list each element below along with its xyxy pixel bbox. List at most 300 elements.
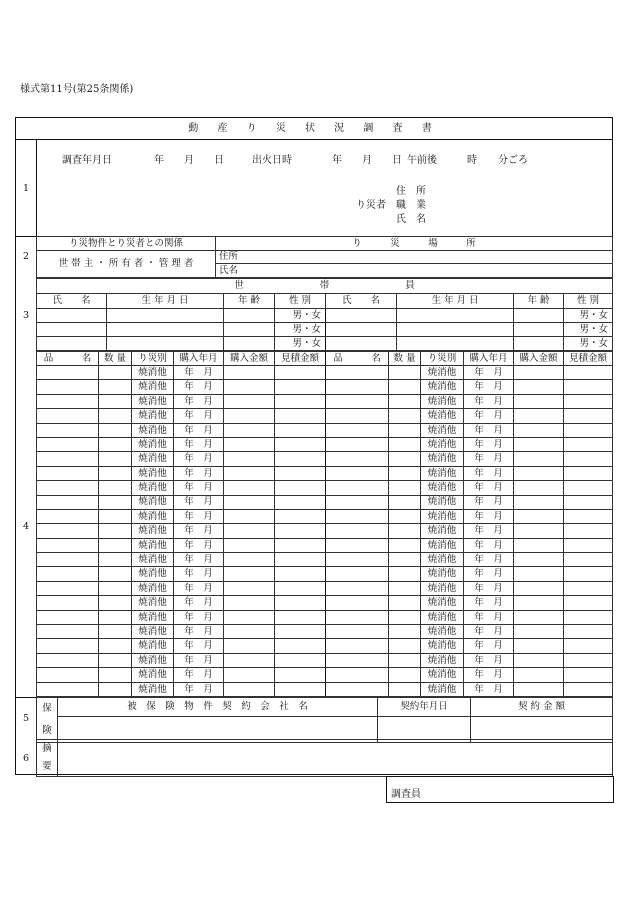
estimated-amount-field[interactable]: [564, 437, 613, 451]
quantity-field[interactable]: [99, 466, 132, 480]
purchase-date-field[interactable]: 年 月: [174, 481, 224, 495]
damage-type-field[interactable]: 焼消他: [421, 610, 464, 624]
purchase-amount-field[interactable]: [514, 668, 564, 682]
quantity-field[interactable]: [389, 509, 421, 523]
damage-type-field[interactable]: 焼消他: [132, 553, 174, 567]
purchase-date-field[interactable]: 年 月: [464, 452, 514, 466]
item-name-field[interactable]: [326, 366, 389, 380]
damage-type-field[interactable]: 焼消他: [421, 452, 464, 466]
damage-type-field[interactable]: 焼消他: [132, 509, 174, 523]
purchase-amount-field[interactable]: [224, 653, 275, 667]
estimated-amount-field[interactable]: [275, 668, 326, 682]
damage-type-field[interactable]: 焼消他: [132, 466, 174, 480]
damage-type-field[interactable]: 焼消他: [132, 366, 174, 380]
damage-type-field[interactable]: 焼消他: [421, 653, 464, 667]
purchase-date-field[interactable]: 年 月: [464, 380, 514, 394]
purchase-amount-field[interactable]: [224, 423, 275, 437]
damage-type-field[interactable]: 焼消他: [421, 567, 464, 581]
item-name-field[interactable]: [37, 596, 99, 610]
estimated-amount-field[interactable]: [564, 610, 613, 624]
estimated-amount-field[interactable]: [275, 423, 326, 437]
purchase-date-field[interactable]: 年 月: [174, 581, 224, 595]
purchase-amount-field[interactable]: [224, 682, 275, 696]
damage-type-field[interactable]: 焼消他: [421, 409, 464, 423]
purchase-amount-field[interactable]: [514, 409, 564, 423]
item-name-field[interactable]: [37, 437, 99, 451]
estimated-amount-field[interactable]: [564, 509, 613, 523]
purchase-date-field[interactable]: 年 月: [174, 538, 224, 552]
member-birthdate-field[interactable]: [397, 323, 514, 337]
item-name-field[interactable]: [326, 481, 389, 495]
purchase-amount-field[interactable]: [224, 538, 275, 552]
estimated-amount-field[interactable]: [275, 625, 326, 639]
purchase-date-field[interactable]: 年 月: [464, 653, 514, 667]
item-name-field[interactable]: [326, 380, 389, 394]
purchase-date-field[interactable]: 年 月: [464, 682, 514, 696]
damage-type-field[interactable]: 焼消他: [421, 524, 464, 538]
purchase-date-field[interactable]: 年 月: [464, 625, 514, 639]
estimated-amount-field[interactable]: [564, 366, 613, 380]
purchase-amount-field[interactable]: [224, 553, 275, 567]
purchase-date-field[interactable]: 年 月: [464, 610, 514, 624]
purchase-amount-field[interactable]: [514, 538, 564, 552]
purchase-amount-field[interactable]: [514, 625, 564, 639]
purchase-date-field[interactable]: 年 月: [464, 481, 514, 495]
quantity-field[interactable]: [99, 409, 132, 423]
damage-type-field[interactable]: 焼消他: [421, 668, 464, 682]
quantity-field[interactable]: [99, 553, 132, 567]
relation-options[interactable]: 世 帯 主 ・ 所 有 者 ・ 管 理 者: [37, 251, 216, 278]
purchase-date-field[interactable]: 年 月: [464, 509, 514, 523]
purchase-date-field[interactable]: 年 月: [174, 610, 224, 624]
purchase-amount-field[interactable]: [224, 366, 275, 380]
quantity-field[interactable]: [99, 639, 132, 653]
purchase-date-field[interactable]: 年 月: [464, 596, 514, 610]
purchase-date-field[interactable]: 年 月: [174, 553, 224, 567]
purchase-amount-field[interactable]: [514, 524, 564, 538]
purchase-date-field[interactable]: 年 月: [174, 668, 224, 682]
quantity-field[interactable]: [389, 380, 421, 394]
member-name-field[interactable]: [326, 323, 397, 337]
purchase-amount-field[interactable]: [514, 682, 564, 696]
purchase-date-field[interactable]: 年 月: [464, 668, 514, 682]
member-gender-field[interactable]: 男・女: [275, 337, 326, 351]
item-name-field[interactable]: [37, 639, 99, 653]
purchase-date-field[interactable]: 年 月: [464, 567, 514, 581]
item-name-field[interactable]: [326, 509, 389, 523]
damage-type-field[interactable]: 焼消他: [132, 452, 174, 466]
damage-type-field[interactable]: 焼消他: [132, 437, 174, 451]
damage-type-field[interactable]: 焼消他: [132, 409, 174, 423]
damage-type-field[interactable]: 焼消他: [421, 394, 464, 408]
quantity-field[interactable]: [99, 394, 132, 408]
purchase-amount-field[interactable]: [514, 366, 564, 380]
purchase-date-field[interactable]: 年 月: [464, 495, 514, 509]
purchase-date-field[interactable]: 年 月: [464, 437, 514, 451]
purchase-date-field[interactable]: 年 月: [464, 366, 514, 380]
member-birthdate-field[interactable]: [107, 337, 224, 351]
quantity-field[interactable]: [389, 567, 421, 581]
estimated-amount-field[interactable]: [564, 567, 613, 581]
quantity-field[interactable]: [99, 610, 132, 624]
estimated-amount-field[interactable]: [564, 409, 613, 423]
estimated-amount-field[interactable]: [275, 366, 326, 380]
quantity-field[interactable]: [99, 437, 132, 451]
quantity-field[interactable]: [389, 394, 421, 408]
quantity-field[interactable]: [389, 596, 421, 610]
purchase-date-field[interactable]: 年 月: [464, 466, 514, 480]
item-name-field[interactable]: [37, 668, 99, 682]
estimated-amount-field[interactable]: [564, 452, 613, 466]
damage-type-field[interactable]: 焼消他: [421, 625, 464, 639]
damage-type-field[interactable]: 焼消他: [132, 625, 174, 639]
damage-type-field[interactable]: 焼消他: [132, 394, 174, 408]
purchase-amount-field[interactable]: [514, 452, 564, 466]
item-name-field[interactable]: [326, 653, 389, 667]
estimated-amount-field[interactable]: [275, 524, 326, 538]
purchase-amount-field[interactable]: [514, 509, 564, 523]
quantity-field[interactable]: [99, 567, 132, 581]
item-name-field[interactable]: [37, 682, 99, 696]
quantity-field[interactable]: [389, 366, 421, 380]
item-name-field[interactable]: [326, 668, 389, 682]
purchase-date-field[interactable]: 年 月: [464, 553, 514, 567]
quantity-field[interactable]: [389, 452, 421, 466]
damage-type-field[interactable]: 焼消他: [132, 538, 174, 552]
estimated-amount-field[interactable]: [564, 538, 613, 552]
item-name-field[interactable]: [37, 625, 99, 639]
purchase-amount-field[interactable]: [224, 380, 275, 394]
item-name-field[interactable]: [326, 553, 389, 567]
damage-type-field[interactable]: 焼消他: [132, 596, 174, 610]
estimated-amount-field[interactable]: [564, 380, 613, 394]
inspector-box[interactable]: [386, 776, 614, 803]
member-age-field[interactable]: [224, 323, 275, 337]
quantity-field[interactable]: [99, 653, 132, 667]
member-age-field[interactable]: [514, 323, 564, 337]
purchase-amount-field[interactable]: [224, 495, 275, 509]
damage-type-field[interactable]: 焼消他: [421, 366, 464, 380]
damage-type-field[interactable]: 焼消他: [421, 423, 464, 437]
item-name-field[interactable]: [326, 567, 389, 581]
quantity-field[interactable]: [389, 495, 421, 509]
item-name-field[interactable]: [37, 509, 99, 523]
item-name-field[interactable]: [37, 495, 99, 509]
purchase-date-field[interactable]: 年 月: [174, 625, 224, 639]
item-name-field[interactable]: [326, 596, 389, 610]
member-age-field[interactable]: [514, 337, 564, 351]
item-name-field[interactable]: [37, 581, 99, 595]
quantity-field[interactable]: [389, 682, 421, 696]
quantity-field[interactable]: [99, 452, 132, 466]
purchase-amount-field[interactable]: [514, 639, 564, 653]
estimated-amount-field[interactable]: [564, 466, 613, 480]
damage-type-field[interactable]: 焼消他: [132, 668, 174, 682]
member-gender-field[interactable]: 男・女: [275, 309, 326, 323]
estimated-amount-field[interactable]: [275, 466, 326, 480]
estimated-amount-field[interactable]: [275, 495, 326, 509]
estimated-amount-field[interactable]: [564, 596, 613, 610]
item-name-field[interactable]: [37, 466, 99, 480]
item-name-field[interactable]: [326, 538, 389, 552]
damage-type-field[interactable]: 焼消他: [421, 481, 464, 495]
purchase-amount-field[interactable]: [224, 668, 275, 682]
item-name-field[interactable]: [326, 682, 389, 696]
estimated-amount-field[interactable]: [564, 553, 613, 567]
purchase-amount-field[interactable]: [224, 481, 275, 495]
summary-field[interactable]: [58, 740, 613, 777]
quantity-field[interactable]: [389, 625, 421, 639]
purchase-amount-field[interactable]: [514, 653, 564, 667]
item-name-field[interactable]: [37, 524, 99, 538]
purchase-date-field[interactable]: 年 月: [464, 524, 514, 538]
estimated-amount-field[interactable]: [564, 682, 613, 696]
damage-type-field[interactable]: 焼消他: [132, 524, 174, 538]
quantity-field[interactable]: [99, 509, 132, 523]
estimated-amount-field[interactable]: [275, 380, 326, 394]
damage-type-field[interactable]: 焼消他: [421, 466, 464, 480]
damage-type-field[interactable]: 焼消他: [132, 567, 174, 581]
estimated-amount-field[interactable]: [564, 581, 613, 595]
purchase-date-field[interactable]: 年 月: [464, 394, 514, 408]
quantity-field[interactable]: [99, 596, 132, 610]
member-birthdate-field[interactable]: [397, 337, 514, 351]
purchase-amount-field[interactable]: [224, 581, 275, 595]
quantity-field[interactable]: [389, 466, 421, 480]
damage-type-field[interactable]: 焼消他: [421, 495, 464, 509]
item-name-field[interactable]: [37, 653, 99, 667]
member-age-field[interactable]: [224, 337, 275, 351]
quantity-field[interactable]: [99, 366, 132, 380]
purchase-amount-field[interactable]: [514, 553, 564, 567]
estimated-amount-field[interactable]: [275, 682, 326, 696]
damage-type-field[interactable]: 焼消他: [132, 639, 174, 653]
purchase-date-field[interactable]: 年 月: [174, 437, 224, 451]
item-name-field[interactable]: [326, 495, 389, 509]
member-gender-field[interactable]: 男・女: [275, 323, 326, 337]
quantity-field[interactable]: [389, 538, 421, 552]
purchase-amount-field[interactable]: [514, 437, 564, 451]
member-name-field[interactable]: [37, 309, 107, 323]
purchase-amount-field[interactable]: [514, 466, 564, 480]
purchase-amount-field[interactable]: [224, 437, 275, 451]
damage-type-field[interactable]: 焼消他: [132, 380, 174, 394]
purchase-date-field[interactable]: 年 月: [464, 639, 514, 653]
quantity-field[interactable]: [389, 524, 421, 538]
quantity-field[interactable]: [99, 481, 132, 495]
estimated-amount-field[interactable]: [564, 495, 613, 509]
item-name-field[interactable]: [326, 639, 389, 653]
estimated-amount-field[interactable]: [275, 409, 326, 423]
purchase-date-field[interactable]: 年 月: [464, 538, 514, 552]
item-name-field[interactable]: [37, 409, 99, 423]
quantity-field[interactable]: [389, 581, 421, 595]
damage-type-field[interactable]: 焼消他: [421, 553, 464, 567]
estimated-amount-field[interactable]: [275, 394, 326, 408]
item-name-field[interactable]: [37, 553, 99, 567]
damage-type-field[interactable]: 焼消他: [421, 437, 464, 451]
purchase-amount-field[interactable]: [514, 581, 564, 595]
damage-type-field[interactable]: 焼消他: [421, 596, 464, 610]
damage-type-field[interactable]: 焼消他: [132, 481, 174, 495]
damage-type-field[interactable]: 焼消他: [421, 581, 464, 595]
purchase-amount-field[interactable]: [224, 524, 275, 538]
estimated-amount-field[interactable]: [275, 538, 326, 552]
purchase-amount-field[interactable]: [224, 394, 275, 408]
item-name-field[interactable]: [37, 452, 99, 466]
item-name-field[interactable]: [326, 394, 389, 408]
purchase-amount-field[interactable]: [224, 610, 275, 624]
purchase-date-field[interactable]: 年 月: [174, 639, 224, 653]
estimated-amount-field[interactable]: [564, 653, 613, 667]
estimated-amount-field[interactable]: [564, 625, 613, 639]
item-name-field[interactable]: [326, 625, 389, 639]
item-name-field[interactable]: [326, 581, 389, 595]
item-name-field[interactable]: [326, 437, 389, 451]
purchase-date-field[interactable]: 年 月: [464, 581, 514, 595]
member-birthdate-field[interactable]: [397, 309, 514, 323]
member-birthdate-field[interactable]: [107, 309, 224, 323]
quantity-field[interactable]: [99, 668, 132, 682]
quantity-field[interactable]: [389, 423, 421, 437]
purchase-amount-field[interactable]: [514, 481, 564, 495]
damage-type-field[interactable]: 焼消他: [132, 495, 174, 509]
quantity-field[interactable]: [389, 668, 421, 682]
member-age-field[interactable]: [224, 309, 275, 323]
estimated-amount-field[interactable]: [564, 423, 613, 437]
damage-type-field[interactable]: 焼消他: [132, 423, 174, 437]
estimated-amount-field[interactable]: [275, 639, 326, 653]
estimated-amount-field[interactable]: [564, 524, 613, 538]
quantity-field[interactable]: [99, 380, 132, 394]
quantity-field[interactable]: [99, 581, 132, 595]
estimated-amount-field[interactable]: [564, 639, 613, 653]
item-name-field[interactable]: [326, 610, 389, 624]
damage-type-field[interactable]: 焼消他: [132, 610, 174, 624]
purchase-amount-field[interactable]: [514, 394, 564, 408]
purchase-date-field[interactable]: 年 月: [174, 466, 224, 480]
quantity-field[interactable]: [389, 610, 421, 624]
quantity-field[interactable]: [389, 409, 421, 423]
member-gender-field[interactable]: 男・女: [564, 323, 613, 337]
purchase-amount-field[interactable]: [514, 610, 564, 624]
member-name-field[interactable]: [326, 309, 397, 323]
place-address-field[interactable]: 住所: [216, 251, 613, 264]
quantity-field[interactable]: [389, 553, 421, 567]
quantity-field[interactable]: [389, 653, 421, 667]
damage-type-field[interactable]: 焼消他: [421, 682, 464, 696]
damage-type-field[interactable]: 焼消他: [421, 639, 464, 653]
damage-type-field[interactable]: 焼消他: [421, 380, 464, 394]
purchase-amount-field[interactable]: [514, 380, 564, 394]
quantity-field[interactable]: [99, 538, 132, 552]
estimated-amount-field[interactable]: [275, 509, 326, 523]
purchase-date-field[interactable]: 年 月: [174, 380, 224, 394]
item-name-field[interactable]: [37, 366, 99, 380]
damage-type-field[interactable]: 焼消他: [421, 538, 464, 552]
estimated-amount-field[interactable]: [275, 481, 326, 495]
member-name-field[interactable]: [37, 337, 107, 351]
member-birthdate-field[interactable]: [107, 323, 224, 337]
estimated-amount-field[interactable]: [275, 553, 326, 567]
purchase-amount-field[interactable]: [514, 567, 564, 581]
purchase-amount-field[interactable]: [224, 567, 275, 581]
member-name-field[interactable]: [37, 323, 107, 337]
item-name-field[interactable]: [37, 481, 99, 495]
purchase-date-field[interactable]: 年 月: [174, 524, 224, 538]
purchase-date-field[interactable]: 年 月: [174, 409, 224, 423]
member-name-field[interactable]: [326, 337, 397, 351]
damage-type-field[interactable]: 焼消他: [132, 581, 174, 595]
estimated-amount-field[interactable]: [275, 610, 326, 624]
estimated-amount-field[interactable]: [275, 567, 326, 581]
purchase-date-field[interactable]: 年 月: [464, 423, 514, 437]
purchase-date-field[interactable]: 年 月: [174, 653, 224, 667]
purchase-date-field[interactable]: 年 月: [174, 567, 224, 581]
purchase-date-field[interactable]: 年 月: [174, 394, 224, 408]
purchase-date-field[interactable]: 年 月: [174, 682, 224, 696]
purchase-date-field[interactable]: 年 月: [174, 509, 224, 523]
estimated-amount-field[interactable]: [275, 581, 326, 595]
purchase-amount-field[interactable]: [224, 452, 275, 466]
item-name-field[interactable]: [37, 394, 99, 408]
purchase-date-field[interactable]: 年 月: [464, 409, 514, 423]
estimated-amount-field[interactable]: [275, 452, 326, 466]
member-gender-field[interactable]: 男・女: [564, 337, 613, 351]
purchase-amount-field[interactable]: [224, 596, 275, 610]
item-name-field[interactable]: [326, 452, 389, 466]
item-name-field[interactable]: [326, 423, 389, 437]
purchase-amount-field[interactable]: [514, 423, 564, 437]
purchase-date-field[interactable]: 年 月: [174, 596, 224, 610]
item-name-field[interactable]: [37, 538, 99, 552]
item-name-field[interactable]: [37, 423, 99, 437]
purchase-amount-field[interactable]: [224, 466, 275, 480]
quantity-field[interactable]: [99, 625, 132, 639]
place-name-field[interactable]: 氏名: [216, 264, 613, 278]
estimated-amount-field[interactable]: [564, 481, 613, 495]
item-name-field[interactable]: [326, 524, 389, 538]
purchase-amount-field[interactable]: [224, 509, 275, 523]
purchase-amount-field[interactable]: [224, 625, 275, 639]
damage-type-field[interactable]: 焼消他: [132, 653, 174, 667]
purchase-amount-field[interactable]: [224, 639, 275, 653]
damage-type-field[interactable]: 焼消他: [132, 682, 174, 696]
purchase-date-field[interactable]: 年 月: [174, 495, 224, 509]
item-name-field[interactable]: [37, 380, 99, 394]
quantity-field[interactable]: [99, 423, 132, 437]
item-name-field[interactable]: [326, 466, 389, 480]
purchase-date-field[interactable]: 年 月: [174, 366, 224, 380]
quantity-field[interactable]: [389, 481, 421, 495]
quantity-field[interactable]: [99, 495, 132, 509]
quantity-field[interactable]: [99, 682, 132, 696]
purchase-date-field[interactable]: 年 月: [174, 452, 224, 466]
purchase-date-field[interactable]: 年 月: [174, 423, 224, 437]
quantity-field[interactable]: [389, 437, 421, 451]
item-name-field[interactable]: [37, 567, 99, 581]
estimated-amount-field[interactable]: [564, 394, 613, 408]
damage-type-field[interactable]: 焼消他: [421, 509, 464, 523]
estimated-amount-field[interactable]: [275, 596, 326, 610]
purchase-amount-field[interactable]: [514, 495, 564, 509]
member-gender-field[interactable]: 男・女: [564, 309, 613, 323]
item-name-field[interactable]: [37, 610, 99, 624]
estimated-amount-field[interactable]: [564, 668, 613, 682]
member-age-field[interactable]: [514, 309, 564, 323]
item-name-field[interactable]: [326, 409, 389, 423]
quantity-field[interactable]: [389, 639, 421, 653]
